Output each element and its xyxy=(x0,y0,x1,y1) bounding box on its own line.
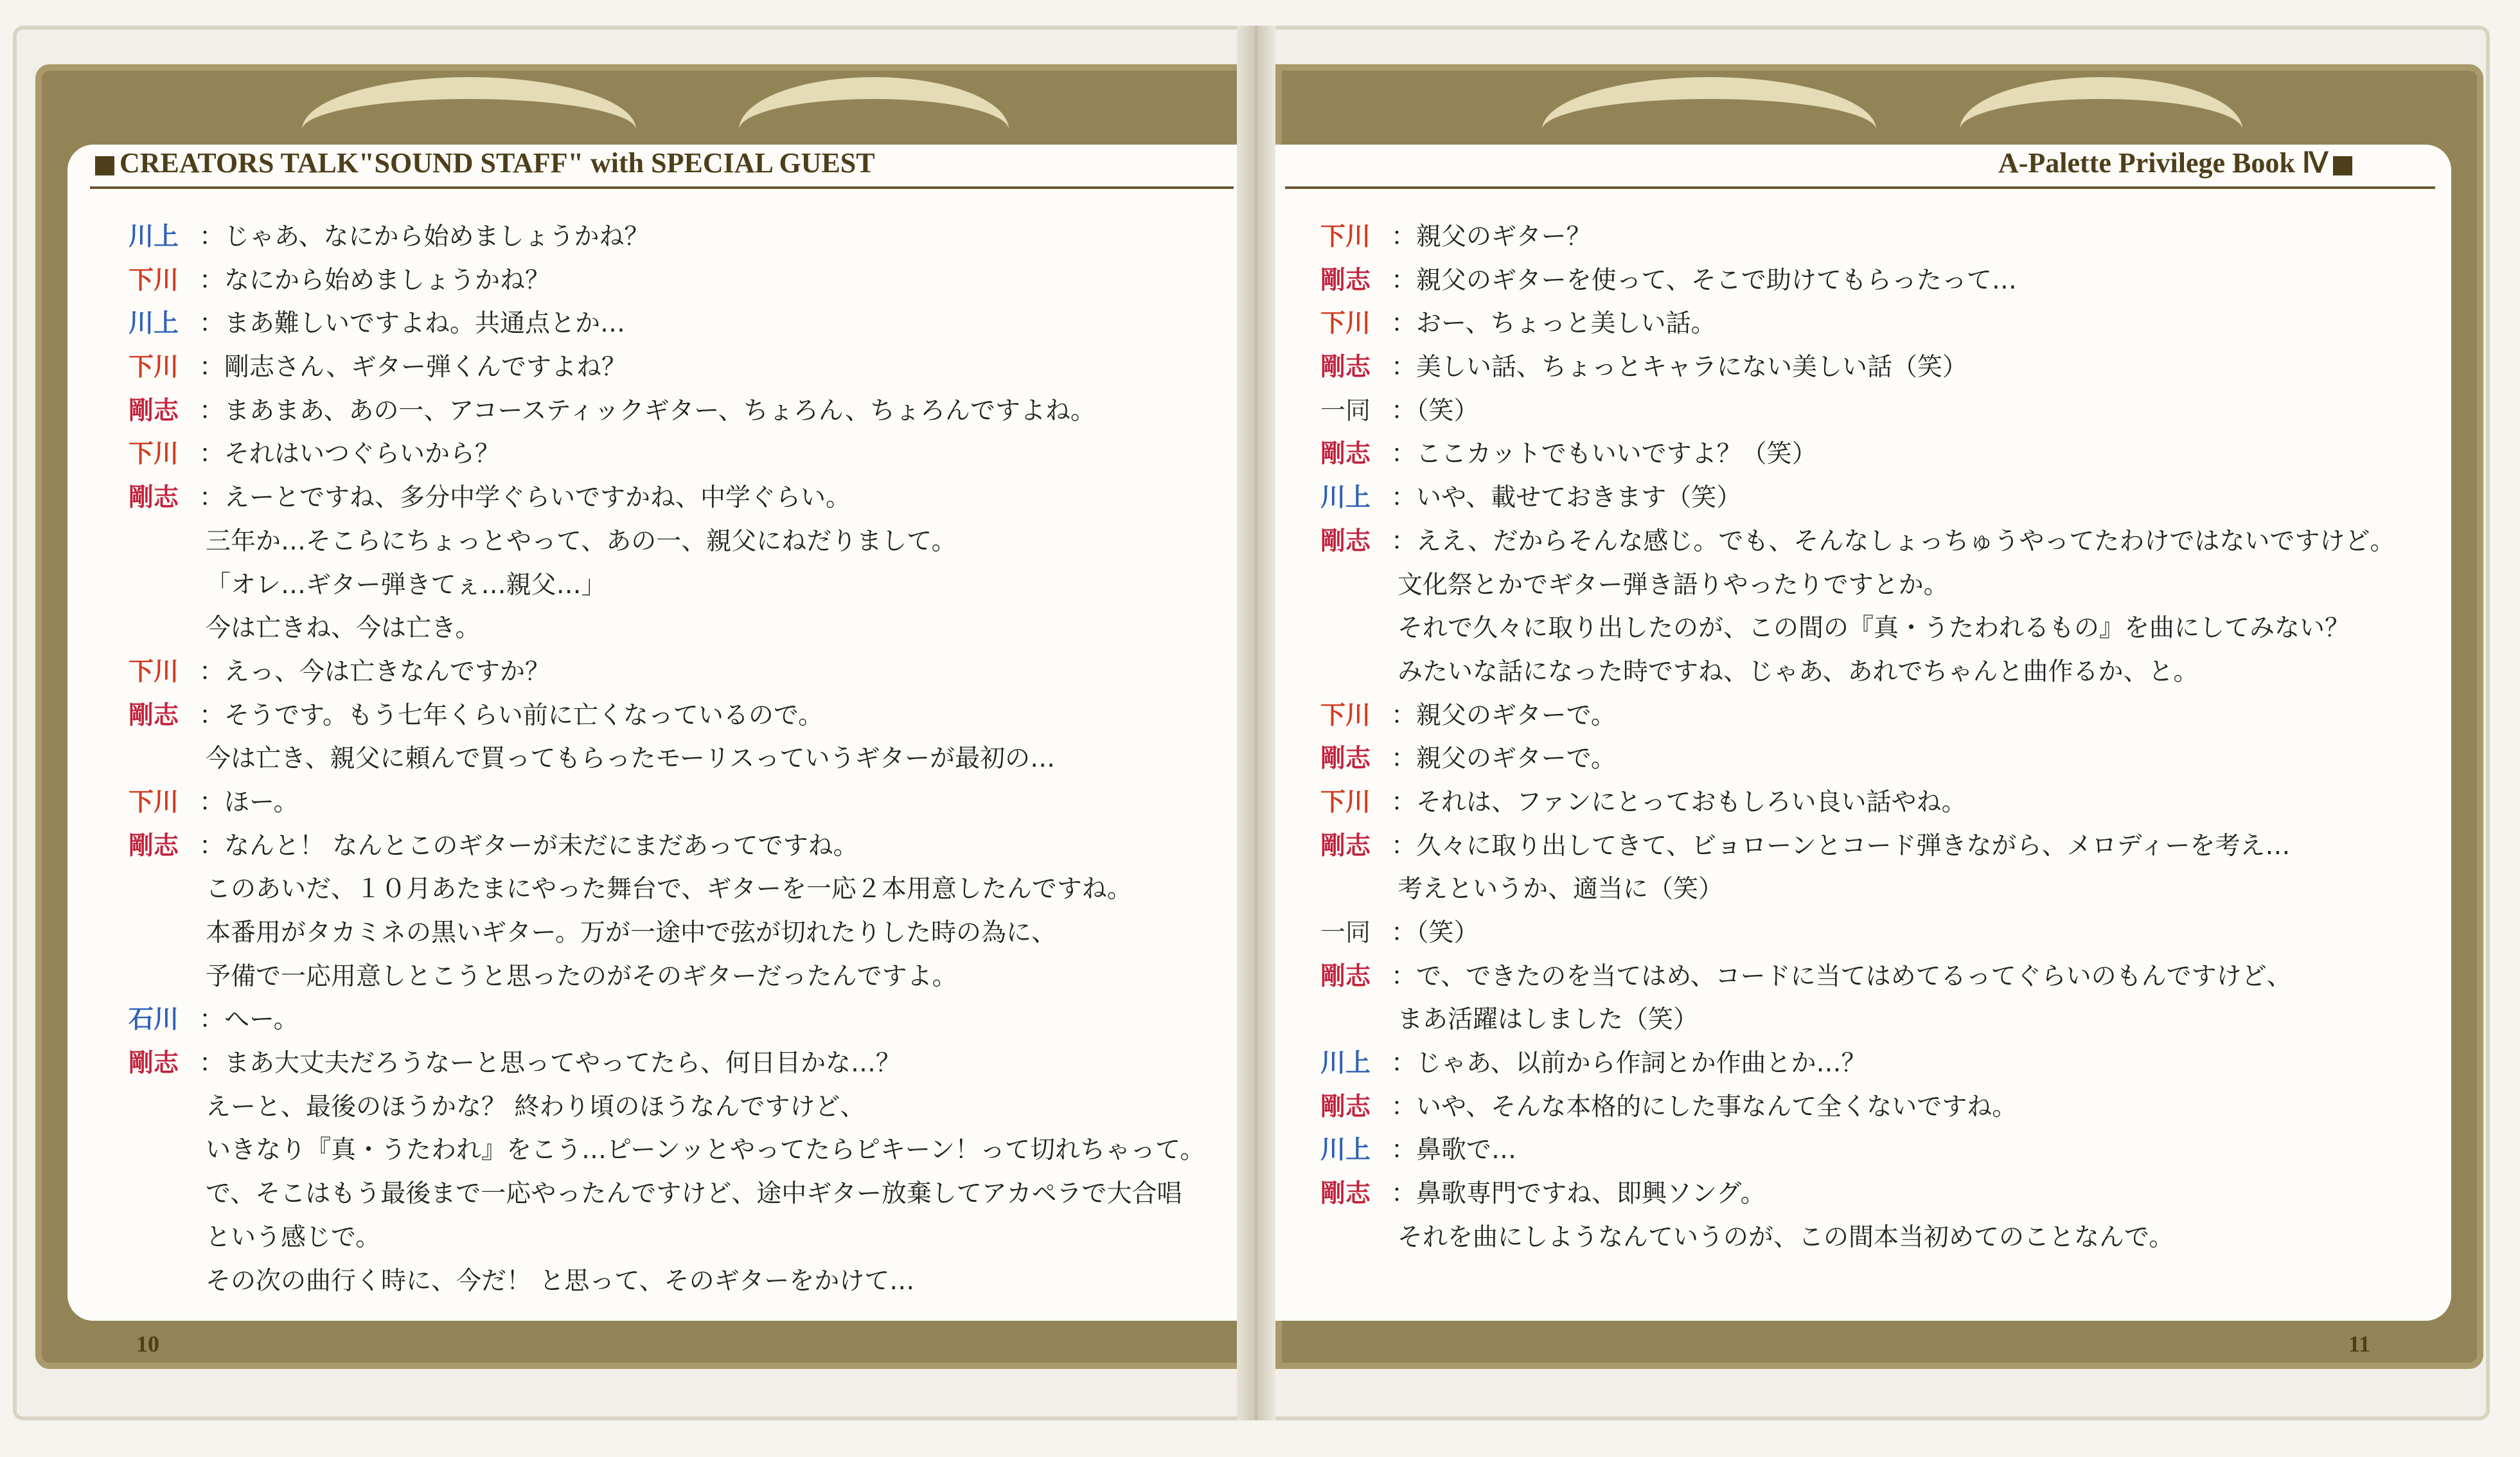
right-header-rule xyxy=(1285,186,2435,189)
speaker-name: 剛志 xyxy=(1320,831,1371,861)
dialogue-text: ：親父のギターで。 xyxy=(1391,701,1616,730)
dialogue-line xyxy=(129,868,1234,911)
dialogue-text: ：それは、ファンにとっておもしろい良い話やね。 xyxy=(1391,787,1967,817)
dialogue-text: 予備で一応用意しとこうと思ったのがそのギターだったんですよ。 xyxy=(206,961,957,991)
speaker-name: 剛志 xyxy=(1320,1179,1371,1209)
dialogue-text: 今は亡き、親父に頼んで買ってもらったモーリスっていうギターが最初の… xyxy=(206,744,1056,774)
speaker-name: 川上 xyxy=(1320,483,1371,513)
right-header-title xyxy=(1998,147,2357,179)
speaker-name: 下川 xyxy=(1320,309,1371,339)
dialogue-text: ：鼻歌で… xyxy=(1391,1136,1517,1165)
dialogue-text: それで久々に取り出したのが、この間の『真・うたわれるもの』を曲にしてみない？ xyxy=(1398,614,2350,643)
speaker-name: 川上 xyxy=(1320,1136,1371,1165)
dialogue-text: ：ここカットでもいいですよ？（笑） xyxy=(1391,440,1817,469)
dialogue-text: まあ活躍はしました（笑） xyxy=(1398,1005,1699,1035)
dialogue-text: ：（笑） xyxy=(1391,396,1479,425)
dialogue-line xyxy=(129,346,1234,389)
header-square-icon xyxy=(2333,156,2352,175)
dialogue-line xyxy=(129,1260,1234,1303)
dialogue-text: ：で、できたのを当てはめ、コードに当てはめてるってぐらいのもんですけど、 xyxy=(1391,961,2292,991)
dialogue-line xyxy=(1320,1086,2451,1129)
speaker-name: 剛志 xyxy=(1320,744,1371,774)
dialogue-text: ：そうです。もう七年くらい前に亡くなっているので。 xyxy=(199,701,824,730)
speaker-name: 一同 xyxy=(1320,396,1371,425)
dialogue-line xyxy=(129,520,1234,564)
dialogue-line xyxy=(129,564,1234,607)
dialogue-text: ：（笑） xyxy=(1391,918,1479,947)
left-header-title-text: CREATORS TALK"SOUND STAFF" with SPECIAL GUEST xyxy=(120,147,875,179)
dialogue-line xyxy=(129,694,1234,738)
dialogue-text: ：えーとですね、多分中学ぐらいですかね、中学ぐらい。 xyxy=(199,483,851,513)
dialogue-line xyxy=(129,955,1234,999)
dialogue-line xyxy=(129,1042,1234,1086)
dialogue-text: ：それはいつぐらいから？ xyxy=(199,440,501,469)
dialogue-line xyxy=(129,781,1234,825)
dialogue-line xyxy=(129,1129,1234,1172)
dialogue-text: 三年か…そこらにちょっとやって、あの一、親父にねだりまして。 xyxy=(206,526,957,556)
speaker-name: 剛志 xyxy=(129,701,179,730)
dialogue-line xyxy=(1320,346,2451,389)
dialogue-text: それを曲にしようなんていうのが、この間本当初めてのことなんで。 xyxy=(1398,1222,2174,1252)
dialogue-line xyxy=(1320,215,2451,259)
dialogue-text: ：おー、ちょっと美しい話。 xyxy=(1391,309,1716,339)
dialogue-line xyxy=(1320,825,2451,868)
speaker-name: 石川 xyxy=(129,1005,179,1035)
speaker-name: 剛志 xyxy=(129,831,179,861)
speaker-name: 川上 xyxy=(129,309,179,339)
dialogue-text: みたいな話になった時ですね、じゃあ、あれでちゃんと曲作るか、と。 xyxy=(1398,657,2199,686)
speaker-name: 剛志 xyxy=(129,1049,179,1078)
dialogue-line xyxy=(129,476,1234,520)
book-gutter xyxy=(1237,26,1275,1420)
dialogue-line xyxy=(1320,737,2451,781)
dialogue-line xyxy=(1320,389,2451,433)
dialogue-text: ：まあ難しいですよね。共通点とか… xyxy=(199,309,626,339)
dialogue-line xyxy=(1320,476,2451,520)
right-header-title-text: A-Palette Privilege Book Ⅳ xyxy=(1998,147,2329,179)
dialogue-line xyxy=(1320,564,2451,607)
dialogue-text: ：久々に取り出してきて、ビョローンとコード弾きながら、メロディーを考え… xyxy=(1391,831,2291,861)
dialogue-line xyxy=(1320,1129,2451,1172)
dialogue-line xyxy=(129,259,1234,303)
dialogue-text: ：いや、そんな本格的にした事なんて全くないですね。 xyxy=(1391,1092,2018,1122)
speaker-name: 一同 xyxy=(1320,918,1371,947)
dialogue-text: ：へー。 xyxy=(199,1005,299,1035)
dialogue-line xyxy=(1320,433,2451,476)
dialogue-line xyxy=(129,433,1234,476)
dialogue-text: 考えというか、適当に（笑） xyxy=(1398,875,1724,904)
dialogue-text: ：なにから始めましょうかね？ xyxy=(199,265,551,295)
dialogue-text: ：えっ、今は亡きなんですか？ xyxy=(199,657,551,686)
left-header-rule xyxy=(90,186,1234,189)
dialogue-line xyxy=(1320,520,2451,564)
dialogue-text: ：じゃあ、なにから始めましょうかね？ xyxy=(199,222,650,251)
dialogue-line xyxy=(1320,694,2451,738)
dialogue-text: ：美しい話、ちょっとキャラにない美しい話（笑） xyxy=(1391,353,1968,382)
dialogue-line xyxy=(129,1216,1234,1260)
dialogue-text: ：鼻歌専門ですね、即興ソング。 xyxy=(1391,1179,1766,1209)
speaker-name: 下川 xyxy=(1320,222,1371,251)
speaker-name: 下川 xyxy=(129,440,179,469)
speaker-name: 下川 xyxy=(129,265,179,295)
speaker-name: 剛志 xyxy=(1320,526,1371,556)
dialogue-line xyxy=(1320,302,2451,346)
dialogue-line xyxy=(129,825,1234,868)
dialogue-line xyxy=(129,911,1234,955)
dialogue-text: という感じで。 xyxy=(206,1222,381,1252)
dialogue-text: ：まあ大丈夫だろうなーと思ってやってたら、何日目かな…？ xyxy=(199,1049,901,1078)
dialogue-line xyxy=(1320,1042,2451,1086)
speaker-name: 川上 xyxy=(129,222,179,251)
speaker-name: 下川 xyxy=(129,657,179,686)
dialogue-text: ：剛志さん、ギター弾くんですよね？ xyxy=(199,353,626,382)
dialogue-text: ：ほー。 xyxy=(199,787,299,817)
dialogue-line xyxy=(129,302,1234,346)
speaker-name: 剛志 xyxy=(1320,265,1371,295)
dialogue-line xyxy=(1320,998,2451,1042)
dialogue-line xyxy=(129,389,1234,433)
dialogue-text: いきなり『真・うたわれ』をこう…ピーンッとやってたらピキーン！って切れちゃって。 xyxy=(206,1136,1205,1165)
speaker-name: 下川 xyxy=(129,353,179,382)
left-page-number: 10 xyxy=(136,1331,159,1357)
dialogue-line xyxy=(1320,868,2451,911)
speaker-name: 剛志 xyxy=(129,483,179,513)
speaker-name: 剛志 xyxy=(1320,353,1371,382)
dialogue-line xyxy=(1320,259,2451,303)
dialogue-line xyxy=(129,1086,1234,1129)
dialogue-text: ：いや、載せておきます（笑） xyxy=(1391,483,1742,513)
dialogue-line xyxy=(1320,650,2451,694)
dialogue-text: 今は亡きね、今は亡き。 xyxy=(206,614,481,643)
left-dialogue xyxy=(129,215,1234,1303)
dialogue-text: ：親父のギター？ xyxy=(1391,222,1592,251)
dialogue-text: えーと、最後のほうかな？ 終わり頃のほうなんですけど、 xyxy=(206,1092,865,1122)
dialogue-text: で、そこはもう最後まで一応やったんですけど、途中ギター放棄してアカペラで大合唱 xyxy=(206,1179,1182,1209)
dialogue-line xyxy=(1320,607,2451,650)
dialogue-line xyxy=(129,215,1234,259)
right-bottom-bar xyxy=(1285,1357,2287,1363)
dialogue-text: 本番用がタカミネの黒いギター。万が一途中で弦が切れたりした時の為に、 xyxy=(206,918,1057,947)
dialogue-line xyxy=(1320,1172,2451,1216)
dialogue-line xyxy=(1320,955,2451,999)
dialogue-text: その次の曲行く時に、今だ！ と思って、そのギターをかけて… xyxy=(206,1266,915,1296)
dialogue-text: ：まあまあ、あの一、アコースティックギター、ちょろん、ちょろんですよね。 xyxy=(199,396,1096,425)
dialogue-line xyxy=(129,737,1234,781)
dialogue-line xyxy=(1320,781,2451,825)
dialogue-line xyxy=(129,607,1234,650)
dialogue-text: このあいだ、１０月あたまにやった舞台で、ギターを一応２本用意したんですね。 xyxy=(206,875,1132,904)
dialogue-line xyxy=(1320,911,2451,955)
dialogue-line xyxy=(129,1172,1234,1216)
dialogue-text: ：じゃあ、以前から作詞とか作曲とか…？ xyxy=(1391,1049,1867,1078)
speaker-name: 剛志 xyxy=(1320,440,1371,469)
dialogue-line xyxy=(1320,1216,2451,1260)
speaker-name: 下川 xyxy=(129,787,179,817)
dialogue-text: 「オレ…ギター弾きてぇ…親父…」 xyxy=(206,570,607,600)
dialogue-line xyxy=(129,650,1234,694)
speaker-name: 剛志 xyxy=(1320,961,1371,991)
dialogue-text: ：親父のギターを使って、そこで助けてもらったって… xyxy=(1391,265,2017,295)
left-bottom-bar xyxy=(193,1357,1234,1363)
left-header-title xyxy=(90,147,875,179)
speaker-name: 下川 xyxy=(1320,787,1371,817)
header-square-icon xyxy=(95,156,114,175)
dialogue-text: ：親父のギターで。 xyxy=(1391,744,1616,774)
dialogue-line xyxy=(129,998,1234,1042)
speaker-name: 剛志 xyxy=(129,396,179,425)
speaker-name: 下川 xyxy=(1320,701,1371,730)
right-dialogue xyxy=(1320,215,2451,1260)
dialogue-text: 文化祭とかでギター弾き語りやったりですとか。 xyxy=(1398,570,1949,600)
speaker-name: 剛志 xyxy=(1320,1092,1371,1122)
dialogue-text: ：なんと！ なんとこのギターが未だにまだあってですね。 xyxy=(199,831,858,861)
speaker-name: 川上 xyxy=(1320,1049,1371,1078)
dialogue-text: ：ええ、だからそんな感じ。でも、そんなしょっちゅうやってたわけではないですけど。 xyxy=(1391,526,2395,556)
right-page-number: 11 xyxy=(2348,1331,2371,1357)
